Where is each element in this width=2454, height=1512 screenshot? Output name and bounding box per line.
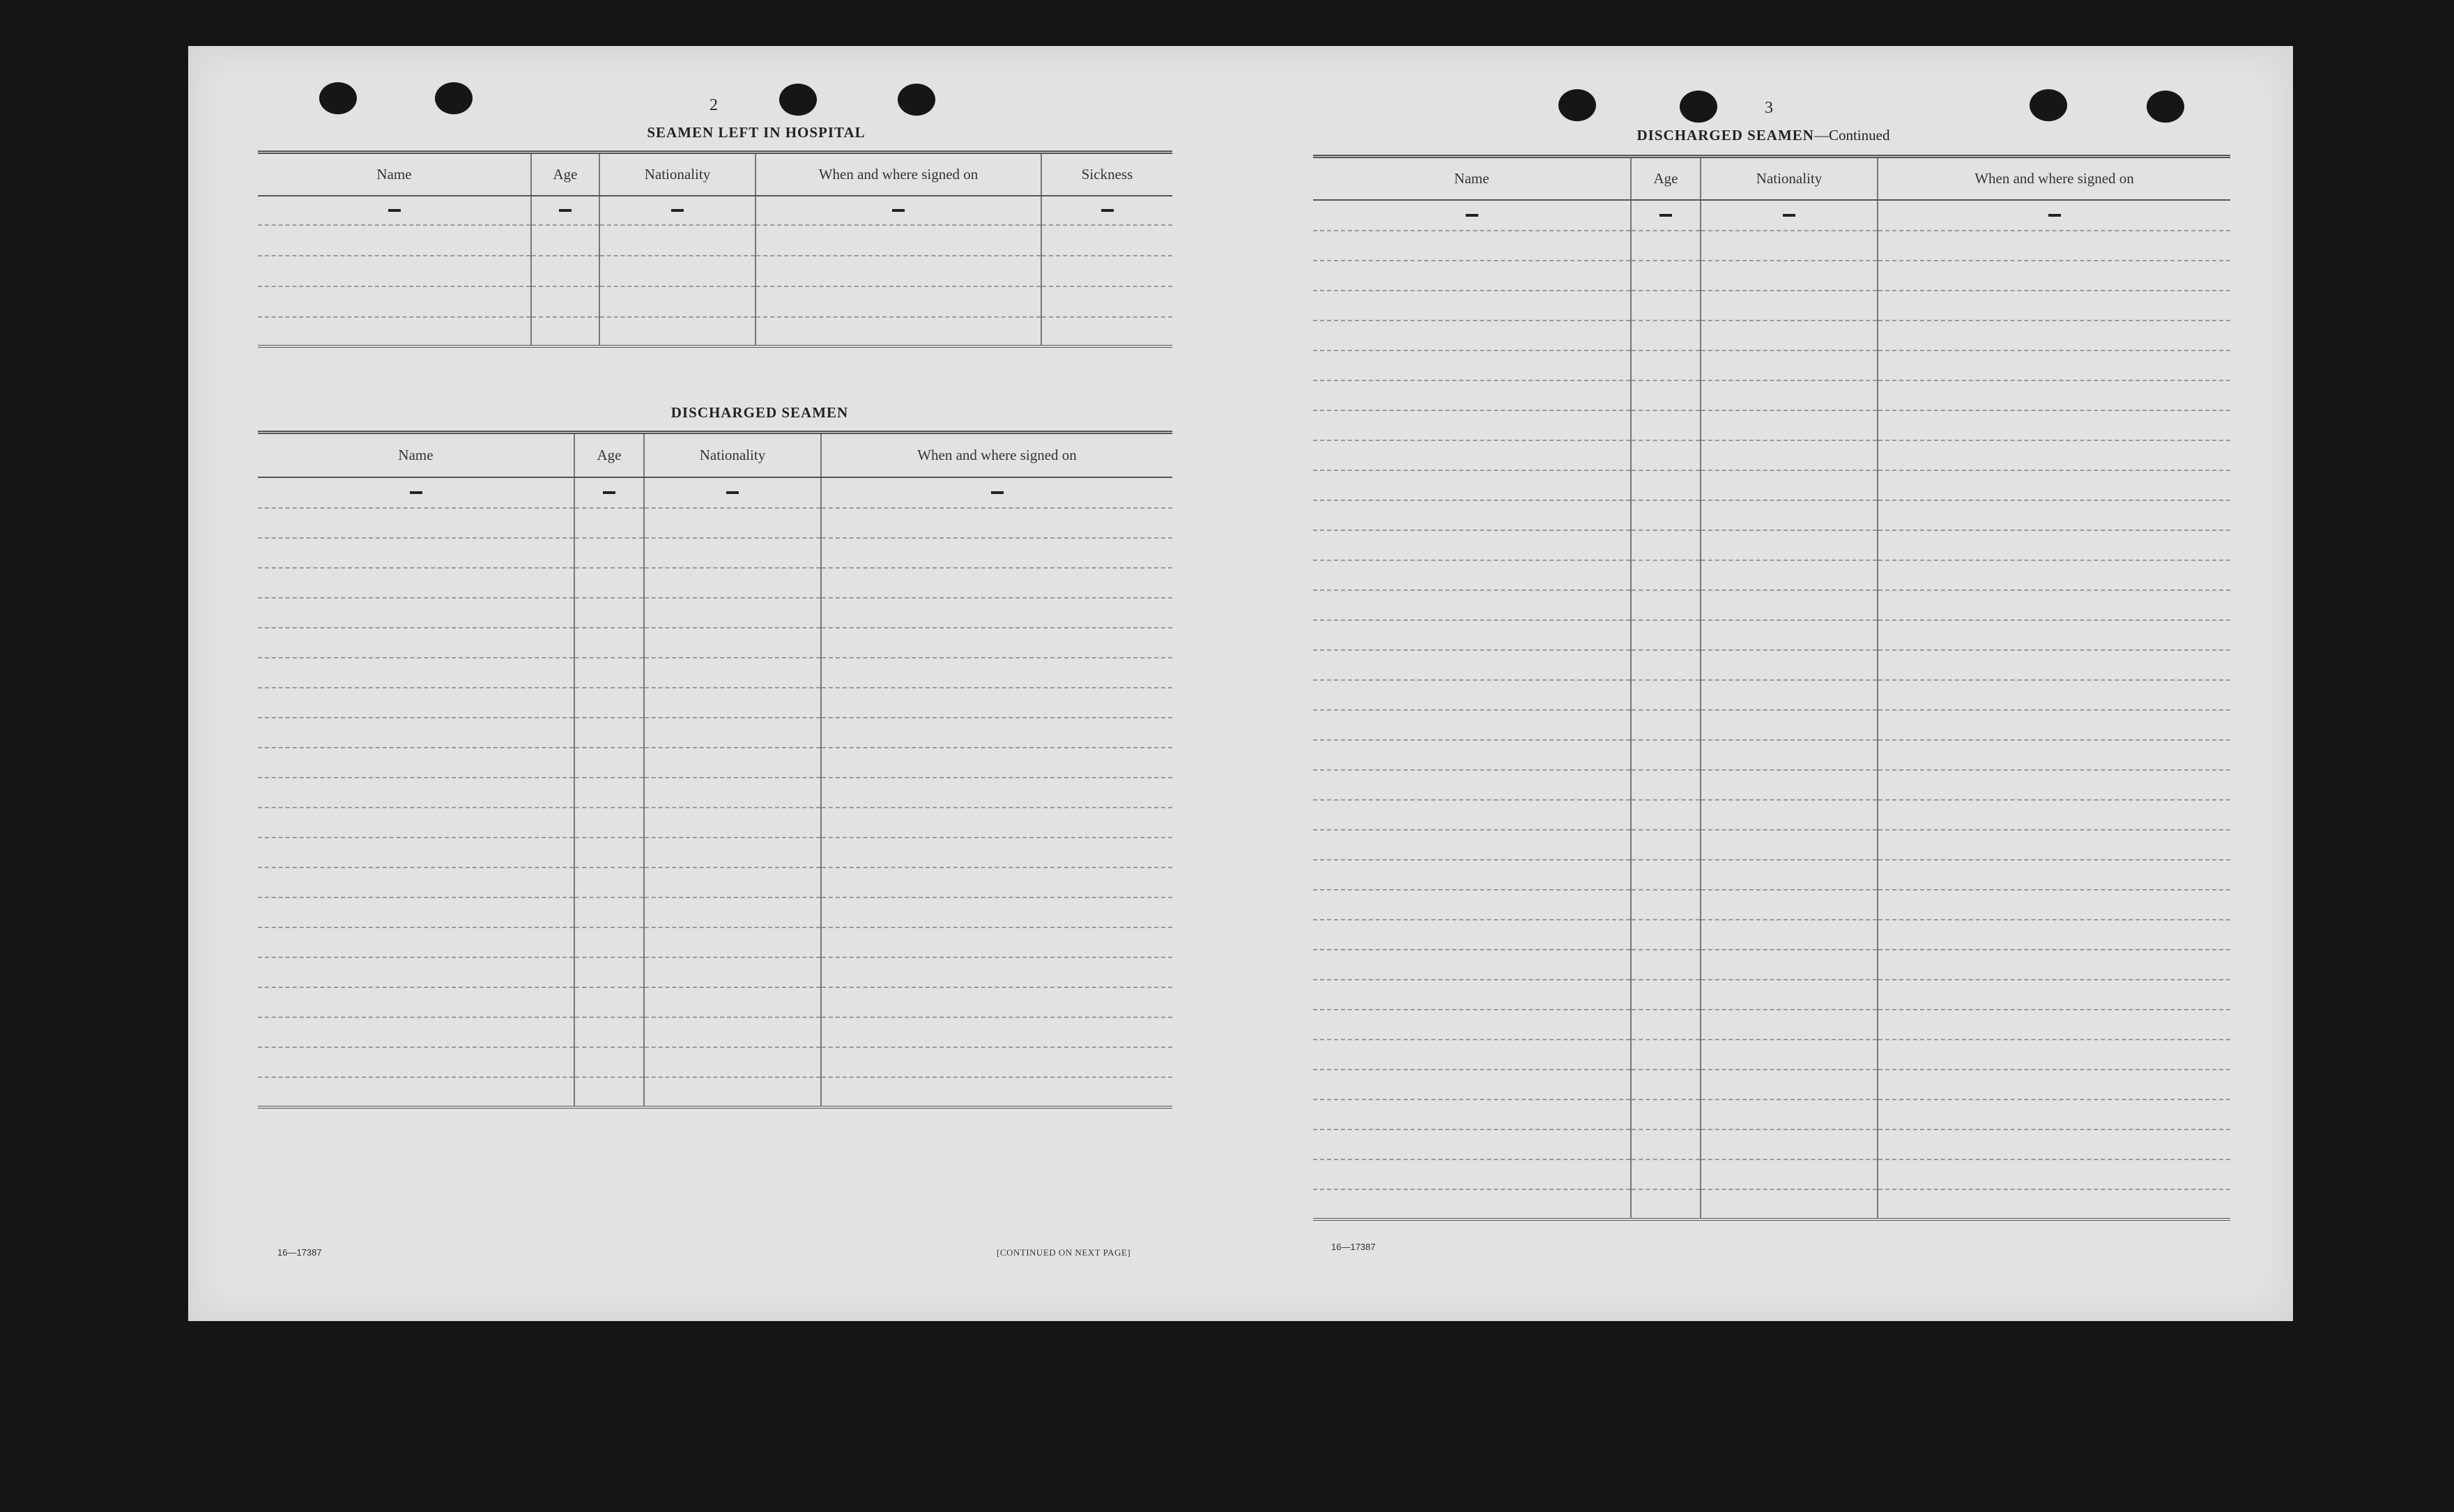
punch-hole	[435, 82, 473, 114]
table-row	[1313, 950, 2230, 980]
document-sheet	[188, 46, 2293, 1321]
punch-hole	[319, 82, 357, 114]
page-number: 3	[1765, 99, 1774, 117]
table-row	[258, 628, 1172, 658]
blank-entry-mark	[1041, 196, 1172, 225]
punch-hole	[2030, 89, 2067, 121]
table-row	[258, 225, 1172, 256]
title-continued: —Continued	[1813, 127, 1890, 144]
table-row	[258, 808, 1172, 838]
table-row	[258, 256, 1172, 286]
table-row	[258, 897, 1172, 927]
column-header-nationality: Nationality	[599, 153, 756, 196]
table-row	[1313, 740, 2230, 770]
table-row	[1313, 770, 2230, 800]
table-row	[1313, 920, 2230, 950]
table-row	[1313, 231, 2230, 261]
table-row	[258, 867, 1172, 897]
table-row	[258, 1017, 1172, 1047]
table-row	[258, 286, 1172, 317]
table-row	[258, 957, 1172, 987]
table-row	[258, 317, 1172, 346]
column-header-signed-on: When and where signed on	[1878, 157, 2230, 200]
table-row	[1313, 440, 2230, 470]
table-row	[258, 838, 1172, 867]
discharged-table	[258, 431, 1172, 1109]
column-header-sickness: Sickness	[1041, 153, 1172, 196]
table-row	[1313, 500, 2230, 530]
table-row	[1313, 620, 2230, 650]
table-row	[258, 748, 1172, 778]
table-row	[258, 1047, 1172, 1077]
table-row	[1313, 1159, 2230, 1189]
page-number: 2	[710, 96, 719, 114]
column-header-nationality: Nationality	[1701, 157, 1878, 200]
column-header-name: Name	[258, 153, 531, 196]
table-row	[1313, 380, 2230, 410]
table-row	[258, 658, 1172, 688]
table-row	[1313, 1189, 2230, 1219]
column-header-signed-on: When and where signed on	[756, 153, 1041, 196]
table-row	[258, 598, 1172, 628]
table-row	[258, 508, 1172, 538]
table-row	[1313, 1070, 2230, 1100]
table-row	[1313, 710, 2230, 740]
blank-entry-mark	[756, 196, 1041, 225]
column-header-age: Age	[574, 433, 644, 477]
table-row	[258, 1077, 1172, 1107]
blank-entry-mark	[821, 477, 1172, 508]
blank-entry-mark	[574, 477, 644, 508]
table-row	[1313, 830, 2230, 860]
blank-entry-mark	[1701, 200, 1878, 231]
hospital-table	[258, 151, 1172, 348]
column-header-name: Name	[1313, 157, 1631, 200]
blank-entry-mark	[531, 196, 599, 225]
table-row	[1313, 1040, 2230, 1070]
table-row	[1313, 650, 2230, 680]
punch-hole	[1558, 89, 1596, 121]
table-row	[1313, 560, 2230, 590]
table-row	[258, 688, 1172, 718]
blank-entry-mark	[258, 477, 574, 508]
form-number: 16—17387	[277, 1247, 322, 1258]
table-row	[258, 477, 1172, 508]
table-row	[1313, 890, 2230, 920]
punch-hole	[2147, 91, 2184, 123]
table-row	[1313, 321, 2230, 350]
blank-entry-mark	[599, 196, 756, 225]
punch-hole	[1680, 91, 1717, 123]
table-row	[258, 196, 1172, 225]
continued-note: [CONTINUED ON NEXT PAGE]	[997, 1247, 1131, 1258]
table-row	[1313, 1100, 2230, 1129]
table-row	[1313, 1010, 2230, 1040]
table-row	[258, 538, 1172, 568]
table-row	[1313, 680, 2230, 710]
table-row	[1313, 980, 2230, 1010]
table-row	[258, 718, 1172, 748]
discharged-continued-title	[1582, 127, 1945, 144]
table-row	[258, 778, 1172, 808]
blank-entry-mark	[644, 477, 821, 508]
table-row	[258, 927, 1172, 957]
form-number: 16—17387	[1331, 1242, 1376, 1252]
column-header-signed-on: When and where signed on	[821, 433, 1172, 477]
blank-entry-mark	[1878, 200, 2230, 231]
table-row	[1313, 410, 2230, 440]
punch-hole	[779, 84, 817, 116]
hospital-section-title: SEAMEN LEFT IN HOSPITAL	[647, 124, 866, 141]
column-header-age: Age	[531, 153, 599, 196]
table-row	[258, 568, 1172, 598]
column-header-name: Name	[258, 433, 574, 477]
table-row	[1313, 590, 2230, 620]
table-row	[1313, 860, 2230, 890]
discharged-continued-table	[1313, 155, 2230, 1221]
table-row	[1313, 1129, 2230, 1159]
table-row	[1313, 530, 2230, 560]
column-header-age: Age	[1631, 157, 1701, 200]
blank-entry-mark	[1631, 200, 1701, 231]
punch-hole	[898, 84, 935, 116]
table-row	[1313, 261, 2230, 291]
column-header-nationality: Nationality	[644, 433, 821, 477]
table-row	[1313, 200, 2230, 231]
table-row	[1313, 470, 2230, 500]
table-row	[1313, 350, 2230, 380]
table-row	[1313, 800, 2230, 830]
blank-entry-mark	[1313, 200, 1631, 231]
table-row	[258, 987, 1172, 1017]
table-row	[1313, 291, 2230, 321]
blank-entry-mark	[258, 196, 531, 225]
discharged-section-title: DISCHARGED SEAMEN	[670, 404, 849, 421]
title-main: DISCHARGED SEAMEN	[1636, 127, 1814, 144]
